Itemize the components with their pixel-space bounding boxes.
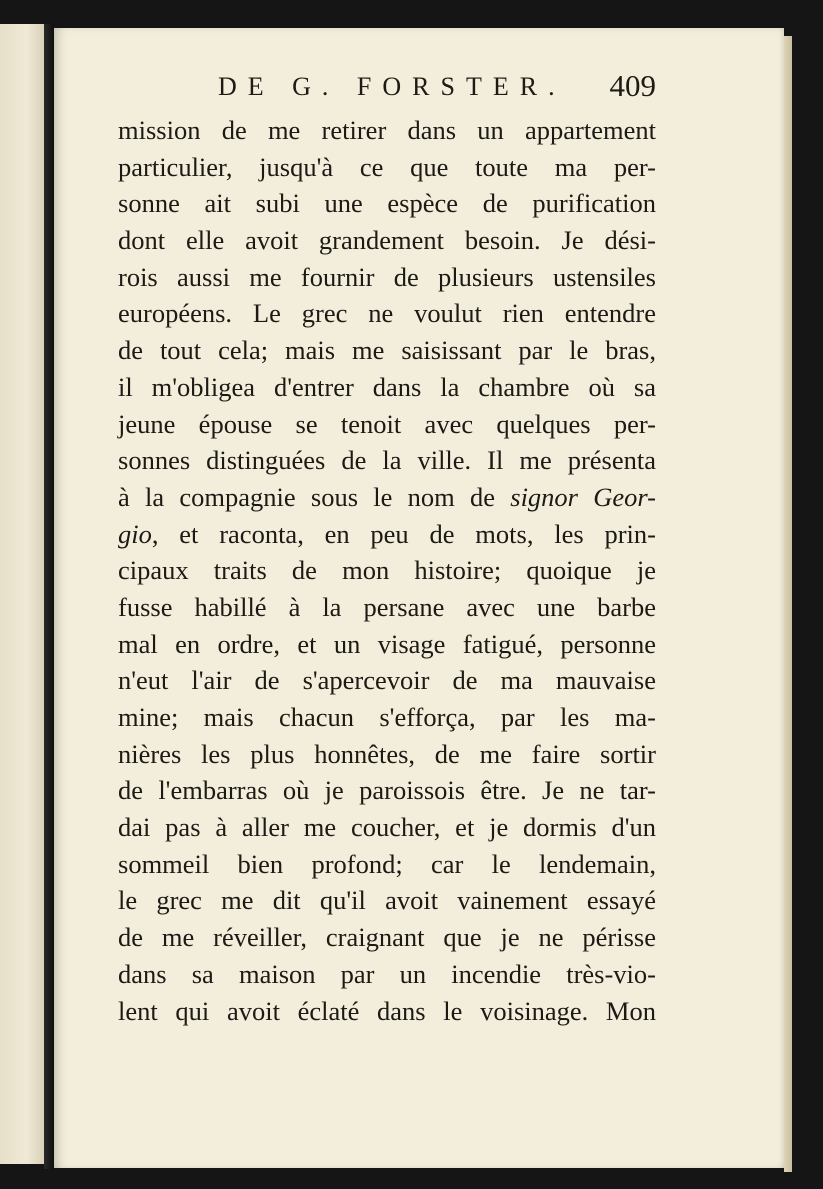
text-line: rois aussi me fournir de plusieurs ustensiles: [118, 261, 656, 292]
text-line-with-italic: [118, 479, 656, 516]
text-line: sommeil bien profond; car le lendemain,: [118, 848, 656, 879]
text-line: dont elle avoit grandement besoin. Je dési-: [118, 225, 656, 256]
text-line: il m'obligea d'entrer dans la chambre où sa: [118, 371, 656, 402]
text-line: mission de me retirer dans un appartement: [118, 115, 656, 145]
text-line: dai pas à aller me coucher, et je dormis d'un: [118, 812, 656, 843]
text-segment: , et raconta, en peu de mots, les prin-: [151, 518, 656, 549]
text-line: le grec me dit qu'il avoit vainement essayé: [118, 885, 656, 916]
book-gutter: [44, 24, 54, 1169]
text-line: mal en ordre, et un visage fatigué, personne: [118, 628, 656, 659]
text-line: sonne ait subi une espèce de purification: [118, 188, 656, 219]
page-number: 409: [609, 68, 656, 103]
text-line: européens. Le grec ne voulut rien entendre: [118, 298, 656, 329]
text-line: particulier, jusqu'à ce que toute ma per-: [118, 151, 656, 182]
text-line: sonnes distinguées de la ville. Il me présenta: [118, 445, 656, 476]
italic-name: signor Geor-: [510, 481, 656, 512]
italic-name: gio: [118, 518, 152, 549]
text-line: fusse habillé à la persane avec une barbe: [118, 591, 656, 622]
text-segment: à la compagnie sous le nom de: [118, 481, 511, 512]
facing-page-edge: [0, 24, 44, 1164]
text-line: de me réveiller, craignant que je ne périsse: [118, 922, 656, 953]
text-line: lent qui avoit éclaté dans le voisinage. Mon: [118, 995, 656, 1026]
running-head-title: DE G. FORSTER.: [218, 72, 566, 101]
body-text: [118, 112, 656, 1029]
running-head: [166, 68, 662, 108]
text-line: de l'embarras où je paroissois être. Je ne tar-: [118, 775, 656, 806]
page-fore-edge: [784, 36, 792, 1172]
text-line: jeune épouse se tenoit avec quelques per-: [118, 408, 656, 439]
text-line: de tout cela; mais me saisissant par le bras,: [118, 335, 656, 366]
text-line: cipaux traits de mon histoire; quoique je: [118, 555, 656, 586]
text-line: mine; mais chacun s'efforça, par les ma-: [118, 702, 656, 732]
text-line: dans sa maison par un incendie très-vio-: [118, 958, 656, 989]
text-line: nières les plus honnêtes, de me faire sortir: [118, 738, 656, 769]
text-line: n'eut l'air de s'apercevoir de ma mauvaise: [118, 665, 656, 696]
text-line-with-italic: [118, 516, 656, 553]
